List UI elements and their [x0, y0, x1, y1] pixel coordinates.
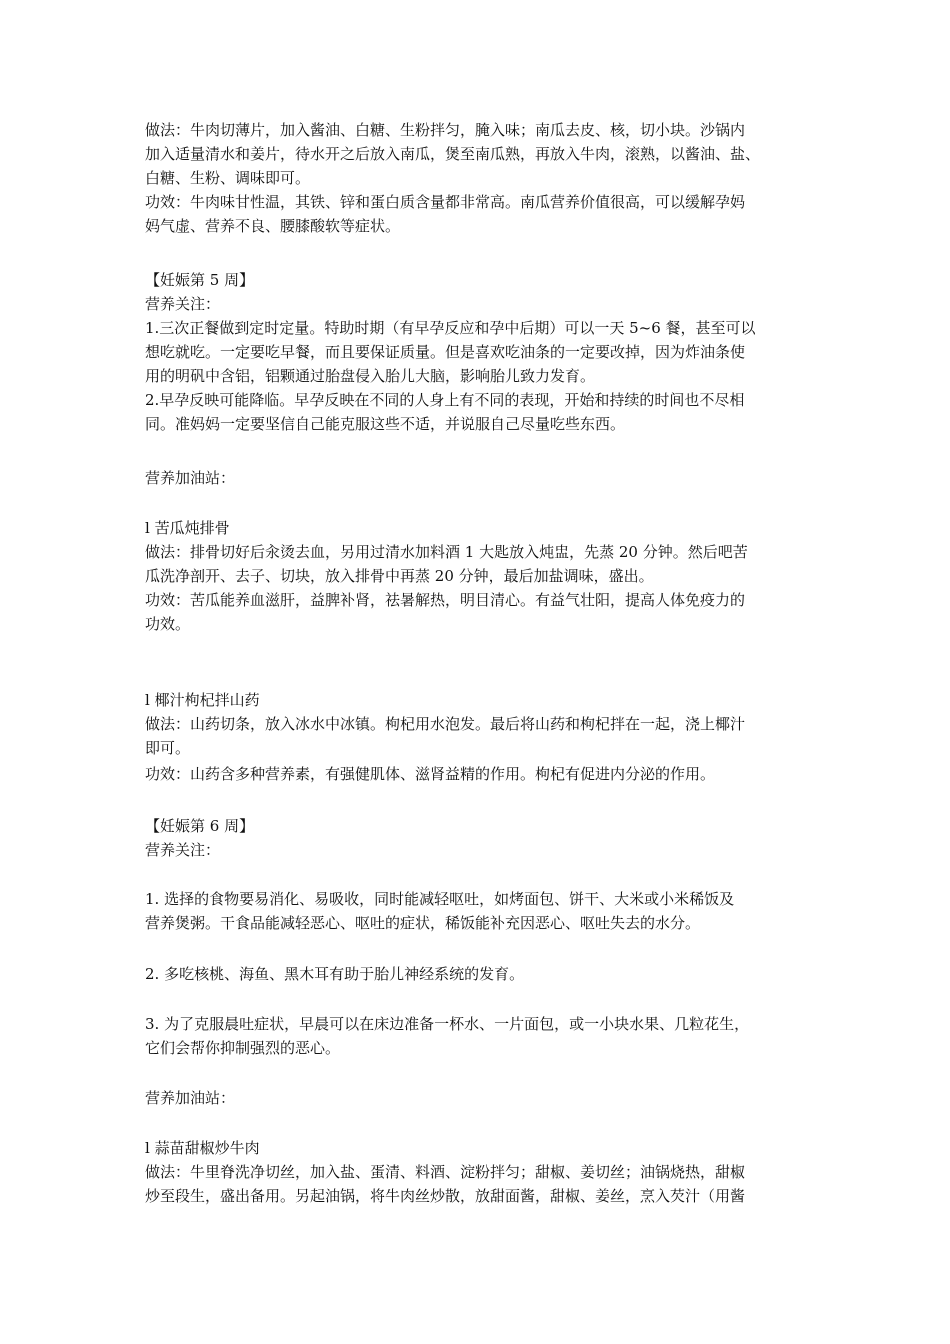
effect-text-line: 功效：牛肉味甘性温，其铁、锌和蛋白质含量都非常高。南瓜营养价值很高，可以缓解孕妈 — [145, 193, 746, 211]
recipe-title: l 蒜苗甜椒炒牛肉 — [145, 1139, 260, 1157]
effect-text-line: 功效：苦瓜能养血滋肝，益脾补肾，祛暑解热，明目清心。有益气壮阳，提高人体免疫力的 — [145, 591, 746, 609]
method-text-line: 做法：山药切条，放入冰水中冰镇。枸杞用水泡发。最后将山药和枸杞拌在一起，浇上椰汁 — [145, 715, 746, 733]
effect-text-line: 妈气虚、营养不良、腰膝酸软等症状。 — [145, 217, 401, 235]
method-text-line: 加入适量清水和姜片，待水开之后放入南瓜，煲至南瓜熟，再放入牛肉，滚熟，以酱油、盐、 — [145, 145, 761, 163]
paragraph-line: 1. 选择的食物要易消化、易吸收，同时能减轻呕吐，如烤面包、饼干、大米或小米稀饭及 — [145, 890, 735, 908]
method-text-line: 白糖、生粉、调味即可。 — [145, 169, 311, 187]
paragraph-line: 营养煲粥。干食品能减轻恶心、呕吐的症状，稀饭能补充因恶心、呕吐失去的水分。 — [145, 914, 701, 932]
paragraph-line: 它们会帮你抑制强烈的恶心。 — [145, 1039, 341, 1057]
paragraph-line: 想吃就吃。一定要吃早餐，而且要保证质量。但是喜欢吃油条的一定要改掉，因为炸油条使 — [145, 343, 746, 361]
paragraph-line: 同。准妈妈一定要坚信自己能克服这些不适，并说服自己尽量吃些东西。 — [145, 415, 626, 433]
paragraph-line: 1.三次正餐做到定时定量。特助时期（有早孕反应和孕中后期）可以一天 5~6 餐，甚至可以 — [145, 319, 756, 337]
effect-text-line: 功效。 — [145, 615, 191, 633]
nutrition-focus-label: 营养关注： — [145, 841, 221, 859]
paragraph-line: 3. 为了克服晨吐症状，早晨可以在床边准备一杯水、一片面包，或一小块水果、几粒花生， — [145, 1015, 750, 1033]
method-text-line: 做法：牛肉切薄片，加入酱油、白糖、生粉拌匀，腌入味；南瓜去皮、核，切小块。沙锅内 — [145, 121, 746, 139]
paragraph-line: 用的明矾中含铝，铝颗通过胎盘侵入胎儿大脑，影响胎儿致力发育。 — [145, 367, 596, 385]
method-text-line: 瓜洗净剖开、去子、切块，放入排骨中再蒸 20 分钟，最后加盐调味，盛出。 — [145, 567, 654, 585]
effect-text-line: 功效：山药含多种营养素，有强健肌体、滋肾益精的作用。枸杞有促进内分泌的作用。 — [145, 765, 716, 783]
section-heading-week-5: 【妊娠第 5 周】 — [145, 271, 255, 289]
recipe-title: l 苦瓜炖排骨 — [145, 519, 230, 537]
section-heading-week-6: 【妊娠第 6 周】 — [145, 817, 255, 835]
method-text-line: 即可。 — [145, 739, 191, 757]
nutrition-station-label: 营养加油站： — [145, 1089, 236, 1107]
paragraph-line: 2. 多吃核桃、海鱼、黑木耳有助于胎儿神经系统的发育。 — [145, 965, 525, 983]
method-text-line: 炒至段生，盛出备用。另起油锅，将牛肉丝炒散，放甜面酱，甜椒、姜丝，烹入芡汁（用酱 — [145, 1187, 746, 1205]
method-text-line: 做法：牛里脊洗净切丝，加入盐、蛋清、料酒、淀粉拌匀；甜椒、姜切丝；油锅烧热，甜椒 — [145, 1163, 746, 1181]
nutrition-station-label: 营养加油站： — [145, 469, 236, 487]
method-text-line: 做法：排骨切好后汆烫去血，另用过清水加料酒 1 大匙放入炖盅，先蒸 20 分钟。然后吧苦 — [145, 543, 748, 561]
paragraph-line: 2.早孕反映可能降临。早孕反映在不同的人身上有不同的表现，开始和持续的时间也不尽相 — [145, 391, 745, 409]
recipe-title: l 椰汁枸杞拌山药 — [145, 691, 260, 709]
nutrition-focus-label: 营养关注： — [145, 295, 221, 313]
